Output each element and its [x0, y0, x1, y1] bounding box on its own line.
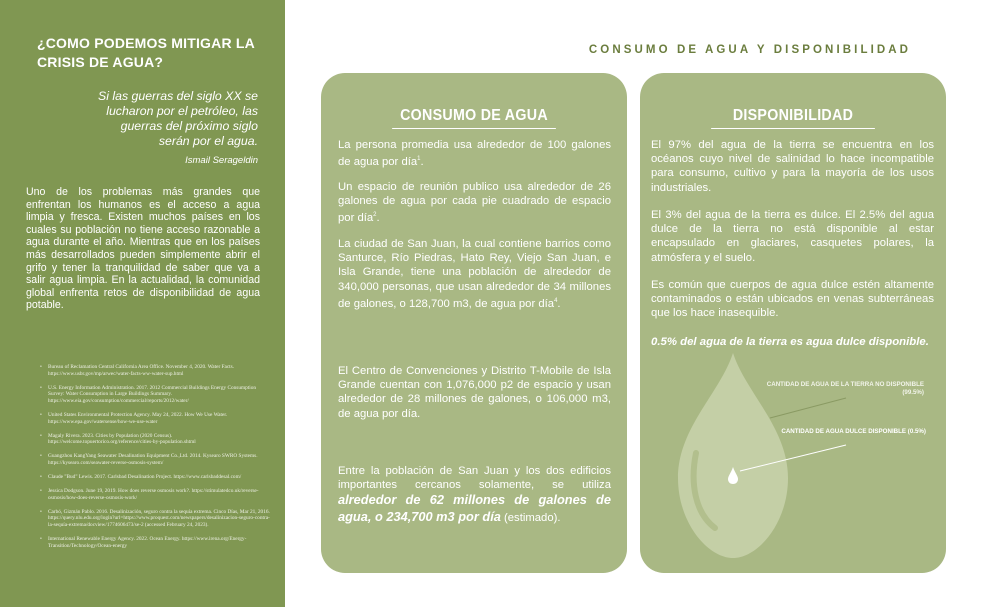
label-not-available: CANTIDAD DE AGUA DE LA TIERRA NO DISPONIBLE (99.5%) — [766, 381, 924, 396]
reference-item: • Jessica Dodgson. June 19, 2019. How does reverse osmosis work?. https://stimulatedco.uk/reverse-osmosis/how-does-reverse-osmosis-work/ — [40, 488, 272, 501]
reference-item: • Bureau of Reclamation Central California Area Office. November 4, 2020. Water Facts. https://www.usbr.gov/mp/arwec/water-facts-ww-water-sup.html — [40, 364, 272, 377]
consumo-panel — [321, 73, 627, 573]
sidebar-body: Uno de los problemas más grandes que enfrentan los humanos es el acceso a agua limpia y fresca. Existen muchos países en los cuales su población no tiene acceso razonable a agua durante el año. Mientras que en los países más desarrollados pueden simplemente abrir el grifo y tener la tranquilidad de saber que va a salir agua limpia. En la actualidad, la comunidad global enfrenta retos de disponibilidad de agua potable. — [26, 186, 260, 312]
consumo-paragraph-5: Entre la población de San Juan y los dos edificios importantes cercanos solamente, se utiliza alrededor de 62 millones de galones de agua, o 234,700 m3 por día (estimado). — [338, 465, 611, 524]
consumo-paragraph-3: La ciudad de San Juan, la cual contiene barrios como Santurce, Río Piedras, Hato Rey, Viejo San Juan, e Isla Grande, tiene una población de alrededor de 340,000 personas, que usan alrededor de 34 millones de galones, o 128,700 m3, de agua por día$^4$. — [338, 238, 611, 310]
consumo-paragraph-4: El Centro de Convenciones y Distrito T-Mobile de Isla Grande cuentan con 1,076,000 p2 de espacio y usan alrededor de 28 millones de galones, o 106,000 m3, de agua por día. — [338, 365, 611, 420]
disponibilidad-paragraph-3: Es común que cuerpos de agua dulce estén altamente contaminados o están ubicados en venas subterráneas que los hace inasequible. — [651, 279, 934, 320]
sidebar — [0, 0, 285, 607]
footnote-ref: 4 — [554, 297, 558, 304]
consumo-title: CONSUMO DE AGUA — [333, 107, 615, 129]
reference-item: • Guangzhou KangYang Seawater Desalination Equipment Co.,Ltd. 2014. Kysearo SWRO Systems. https://kysearo.com/seawater-reverse-osmosis-system/ — [40, 453, 272, 466]
reference-item: • Carbó, Gizmán Pablo. 2016. Desalinización, seguro contra la sequía extrema. Cinco Días, Mar 21, 2016. https://query.nlu.edu.org/login?url=https://www.proquest.com/newspapers/desalinizacion-seguro-contra-la-sequía-extrema/docview/1774606473/se-2 (accessed February 24, 2023). — [40, 509, 272, 529]
footnote-ref: 1 — [417, 156, 421, 163]
reference-item: • U.S. Energy Information Administration. 2017. 2012 Commercial Buildings Energy Consumption Survey: Water Consumption in Large Buildings Summary. https://www.eia.gov/consumption/commercial/reports/2012/water/ — [40, 385, 272, 405]
label-available: CANTIDAD DE AGUA DULCE DISPONIBLE (0.5%) — [781, 428, 926, 435]
disponibilidad-paragraph-1: El 97% del agua de la tierra se encuentra en los océanos cuyo nivel de salinidad lo hace incompatible para consumo, cultivo y para la mayoría de los usos industriales. — [651, 139, 934, 194]
consumo-paragraph-2: Un espacio de reunión publico usa alrededor de 26 galones de agua por cada pie cuadrado de espacio por día$^2$. — [338, 181, 611, 225]
page-title: CONSUMO DE AGUA Y DISPONIBILIDAD — [588, 44, 912, 56]
disponibilidad-title: DISPONIBILIDAD — [652, 107, 934, 129]
disponibilidad-highlight: 0.5% del agua de la tierra es agua dulce disponible. — [651, 336, 929, 348]
disponibilidad-panel — [640, 73, 946, 573]
reference-list — [40, 364, 272, 557]
footnote-ref: 2 — [373, 212, 377, 219]
reference-item: • United States Environmental Protection Agency. May 24, 2022. How We Use Water. https://www.epa.gov/watersense/how-we-use-water — [40, 412, 272, 425]
reference-item: • Magaly Rivera. 2023. Cities by Population (2020 Census). https://welcome.topuertorico.org/reference/cities-by-population.shtml — [40, 433, 272, 446]
consumo-highlight: alrededor de 62 millones de galones de agua, o 234,700 m3 por día — [338, 492, 611, 524]
sidebar-quote-author: Ismail Serageldin — [185, 155, 258, 166]
sidebar-quote: Si las guerras del siglo XX se lucharon por el petróleo, las guerras del próximo siglo serán por el agua. — [98, 89, 258, 148]
sidebar-title: ¿COMO PODEMOS MITIGAR LA CRISIS DE AGUA? — [37, 35, 255, 70]
reference-item: • Claude "Bud" Lewis. 2017. Carlsbad Desalination Project. https://www.carlsbaddesal.com/ — [40, 474, 272, 481]
disponibilidad-paragraph-2: El 3% del agua de la tierra es dulce. El 2.5% del agua dulce de la tierra no está disponible al estar encapsulado en glaciares, casquetes polares, la atmósfera y el suelo. — [651, 209, 934, 264]
water-drop-illustration — [640, 73, 946, 573]
leader-line-not-available — [770, 398, 846, 418]
consumo-paragraph-1: La persona promedia usa alrededor de 100 galones de agua por día$^1$. — [338, 139, 611, 168]
reference-item: • International Renewable Energy Agency. 2022. Ocean Energy. https://www.irena.org/Energy-Transition/Technology/Ocean-energy — [40, 536, 272, 549]
